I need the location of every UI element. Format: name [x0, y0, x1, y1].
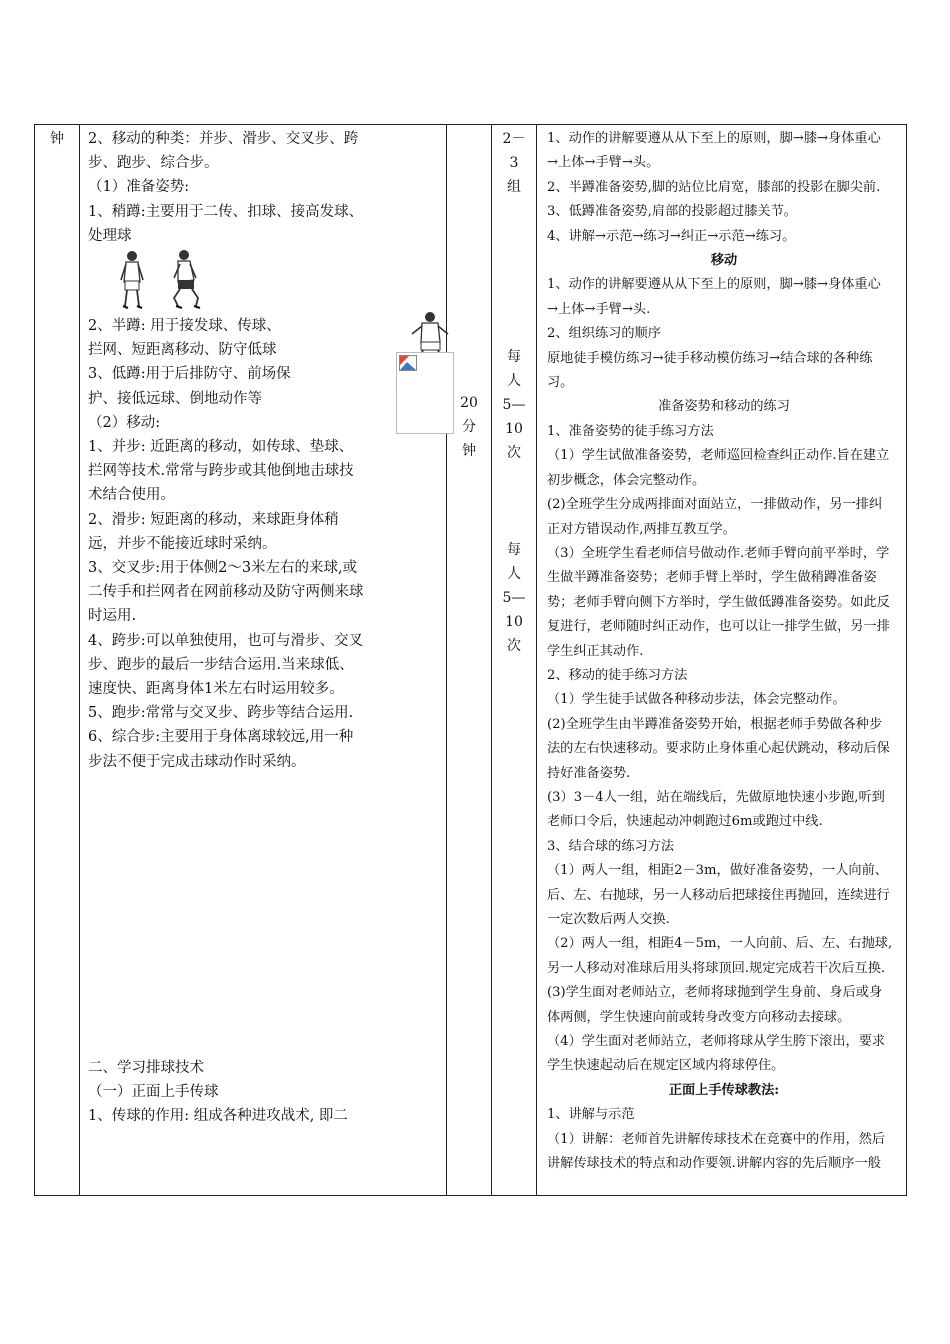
- text-line: 学生快速起动后在规定区域内将球停住。: [547, 1058, 785, 1074]
- text-line: 2、半蹲: 用于接发球、传球、: [88, 318, 281, 335]
- text-line: 钟: [462, 443, 476, 459]
- text-line: （4）学生面对老师站立，老师将球从学生胯下滚出，要求: [547, 1034, 886, 1050]
- text-line: 远，并步不能接近球时采纳。: [88, 535, 277, 552]
- text-line: 护、接低远球、倒地动作等: [88, 390, 262, 407]
- lines-c: [88, 362, 438, 773]
- text-line: 2、组织练习的顺序: [547, 326, 661, 342]
- text-line: 组: [507, 179, 521, 195]
- text-line: →上体→手臂→头.: [547, 301, 651, 317]
- text-line: 势；老师手臂向侧下方举时，学生做低蹲准备姿势。如此反: [547, 594, 890, 610]
- text-line: 速度快、距离身体1米左右时运用较多。: [88, 681, 344, 698]
- text-line: 1、动作的讲解要遵从从下至上的原则，脚→膝→身体重心: [547, 277, 881, 293]
- text-line: 5—: [502, 397, 526, 413]
- text-line: （1）讲解：老师首先讲解传球技术在竞赛中的作用，然后: [547, 1131, 886, 1147]
- text-line: 2、移动的种类：并步、滑步、交叉步、跨: [88, 131, 359, 147]
- text-line: （1）两人一组，相距2－3m，做好准备姿势，一人向前、: [547, 863, 888, 879]
- method-lines-b: [547, 273, 901, 395]
- text-line: 时运用.: [88, 608, 137, 625]
- text-line: 每: [507, 542, 521, 558]
- text-line: 10: [505, 421, 523, 437]
- method-column: [537, 125, 907, 1196]
- text-line: （1）学生试做准备姿势，老师巡回检查纠正动作.旨在建立: [547, 448, 890, 464]
- text-line: 拦网等技术.常常与跨步或其他倒地击球技: [88, 463, 354, 480]
- text-line: 原地徒手模仿练习→徒手移动模仿练习→结合球的各种练: [547, 350, 873, 366]
- text-line: 步法不便于完成击球动作时采纳。: [88, 753, 306, 770]
- text-line: 学生纠正其动作.: [547, 643, 644, 659]
- text-line: 体两侧，学生快速向前或转身改变方向移动去接球。: [547, 1009, 851, 1025]
- text-line: 5—: [502, 590, 526, 606]
- spacer: [88, 774, 438, 1056]
- text-line: 持好准备姿势.: [547, 765, 631, 781]
- text-line: →上体→手臂→头。: [547, 155, 660, 171]
- low-squat-block: [88, 362, 438, 773]
- text-line: 1、并步: 近距离的移动，如传球、垫球、: [88, 439, 354, 456]
- text-line: 拦网、短距离移动、防守低球: [88, 342, 277, 359]
- text-line: 另一人移动对准球后用头将球顶回.规定完成若干次后互换.: [547, 960, 886, 976]
- lesson-table: [34, 124, 907, 1196]
- repetition-column: [492, 125, 537, 1196]
- lines-b: [88, 314, 438, 362]
- method-lines-a: [547, 127, 901, 249]
- text-line: （1）准备姿势:: [88, 179, 190, 196]
- text-line: 步、跑步、综合步。: [88, 155, 219, 172]
- text-line: 20: [460, 395, 478, 411]
- text-line: 初步概念，体会完整动作。: [547, 472, 706, 488]
- text-line: （2）移动:: [88, 414, 161, 431]
- text-line: 3、低蹲准备姿势,肩部的投影超过膝关节。: [547, 204, 797, 220]
- text-line: 1、讲解与示范: [547, 1107, 635, 1123]
- text-line: 6、综合步:主要用于身体离球较远,用一种: [88, 729, 354, 746]
- text-line: 3、低蹲:用于后排防守、前场保: [88, 366, 291, 383]
- reps-1: [492, 345, 536, 465]
- text-line: 2、滑步: 短距离的移动，来球距身体稍: [88, 511, 339, 528]
- text-line: 法的左右快速移动。要求防止身体重心起伏跳动，移动后保: [547, 741, 890, 757]
- lines-a: [88, 127, 438, 248]
- text-line: 二传手和拦网者在网前移动及防守两侧来球: [88, 584, 364, 601]
- text-line: 4、跨步:可以单独使用，也可与滑步、交叉: [88, 632, 364, 649]
- image-placeholder: [396, 352, 454, 434]
- text-line: （1）学生徒手试做各种移动步法，体会完整动作。: [547, 692, 846, 708]
- text-line: 生做半蹲准备姿势；老师手臂上举时，学生做稍蹲准备姿: [547, 570, 877, 586]
- player-figures-icon: [118, 248, 238, 314]
- text-line: 5、跑步:常常与交叉步、跨步等结合运用.: [88, 705, 354, 722]
- text-line: （一）正面上手传球: [88, 1084, 219, 1101]
- text-line: 1、动作的讲解要遵从从下至上的原则，脚→膝→身体重心: [547, 131, 881, 146]
- content-column: [80, 125, 447, 1196]
- text-line: 次: [507, 638, 521, 654]
- col1-text: 钟: [50, 131, 64, 147]
- text-line: 正对方错误动作,两排互教互学。: [547, 521, 736, 537]
- text-line: (2)全班学生由半蹲准备姿势开始，根据老师手势做各种步: [547, 716, 883, 732]
- text-line: 2、移动的徒手练习方法: [547, 667, 688, 683]
- text-line: 后、左、右抛球，另一人移动后把球接住再抛回，连续进行: [547, 887, 890, 903]
- text-line: （2）两人一组，相距4－5m，一人向前、后、左、右抛球,: [547, 936, 893, 952]
- text-line: 3、结合球的练习方法: [547, 838, 675, 854]
- text-line: （3）全班学生看老师信号做动作.老师手臂向前平举时，学: [547, 545, 890, 561]
- text-line: 一定次数后两人交换.: [547, 912, 670, 927]
- text-line: 2－: [502, 131, 526, 147]
- text-line: 次: [507, 445, 521, 461]
- text-line: 2、半蹲准备姿势,脚的站位比肩宽，膝部的投影在脚尖前.: [547, 179, 881, 195]
- text-line: 4、讲解→示范→练习→纠正→示范→练习。: [547, 228, 796, 244]
- time-column: [447, 125, 492, 1196]
- text-line: 讲解传球技术的特点和动作要领.讲解内容的先后顺序一般: [547, 1156, 881, 1172]
- text-line: 人: [507, 566, 521, 582]
- text-line: 步、跑步的最后一步结合运用.当来球低、: [88, 656, 354, 673]
- time-column-left: [35, 125, 80, 1196]
- text-line: 1、稍蹲:主要用于二传、扣球、接高发球、: [88, 203, 364, 220]
- text-line: 分: [462, 419, 476, 435]
- text-line: 10: [505, 614, 523, 630]
- text-line: 二、学习排球技术: [88, 1059, 204, 1076]
- heading-pass: 正面上手传球教法:: [668, 1082, 780, 1098]
- table-row: [35, 125, 907, 1196]
- text-line: 1、准备姿势的徒手练习方法: [547, 423, 714, 439]
- text-line: 复进行，老师随时纠正动作，也可以让一排学生做，另一排: [547, 619, 890, 635]
- text-line: 1、传球的作用: 组成各种进攻战术, 即二: [88, 1108, 348, 1125]
- figure-standing: [88, 248, 438, 314]
- text-line: 每: [507, 349, 521, 365]
- text-line: 人: [507, 373, 521, 389]
- broken-image-icon: [399, 355, 417, 371]
- half-squat-block: [88, 314, 438, 362]
- text-line: 习。: [547, 375, 574, 391]
- text-line: 处理球: [88, 227, 132, 244]
- text-line: (3)学生面对老师站立，老师将球抛到学生身前、身后或身: [547, 985, 883, 1001]
- text-line: (2)全班学生分成两排面对面站立，一排做动作，另一排纠: [547, 497, 883, 513]
- text-line: 老师口令后，快速起动冲刺跑过6m或跑过中线.: [547, 814, 823, 830]
- reps-2: [492, 538, 536, 658]
- method-lines-c: [547, 420, 901, 1079]
- text-line: 术结合使用。: [88, 487, 175, 504]
- text-line: 3: [509, 155, 519, 171]
- text-line: (3）3－4人一组，站在端线后，先做原地快速小步跑,听到: [547, 789, 885, 805]
- heading-practice: 准备姿势和移动的练习: [658, 399, 790, 415]
- text-line: 3、交叉步:用于体侧2～3米左右的来球,或: [88, 560, 358, 577]
- method-lines-d: [547, 1103, 901, 1176]
- groups: [492, 125, 536, 199]
- lines-d: [88, 1056, 438, 1129]
- heading-move: 移动: [710, 253, 738, 269]
